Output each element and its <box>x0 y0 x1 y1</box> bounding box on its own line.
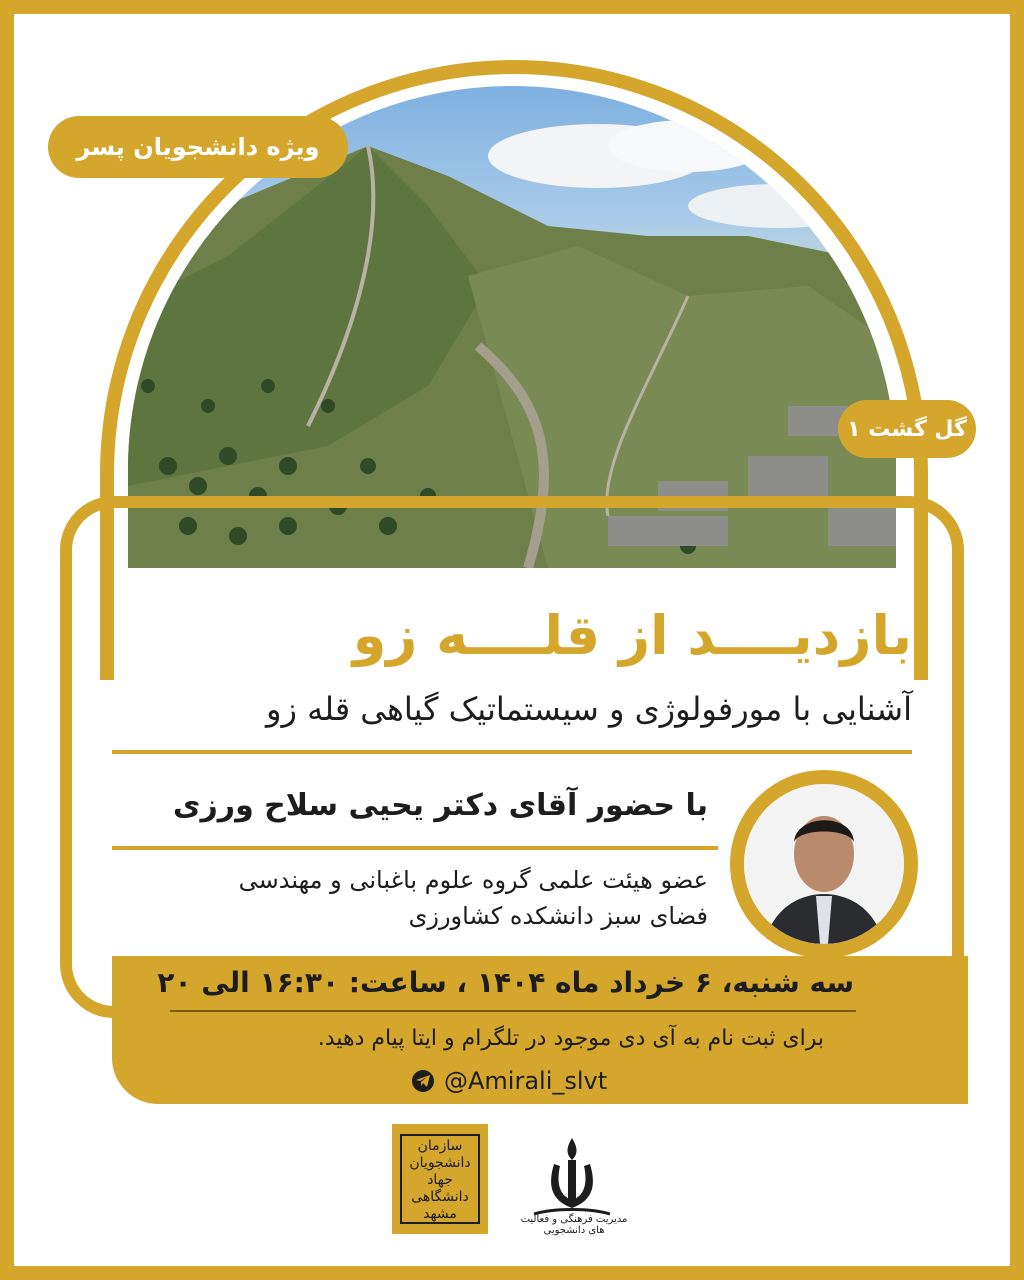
event-title: بازدیــــد از قلــــه زو <box>352 604 912 667</box>
divider <box>112 750 912 754</box>
speaker-name: با حضور آقای دکتر یحیی سلاح ورزی <box>173 788 708 823</box>
registration-note: برای ثبت نام به آی دی موجود در تلگرام و ایتا پیام دهید. <box>317 1026 824 1051</box>
jahad-logo-text: سازمان دانشجویان جهاد دانشگاهی مشهد <box>400 1134 480 1224</box>
audience-badge: ویژه دانشجویان پسر <box>48 116 348 178</box>
speaker-role-line1: عضو هیئت علمی گروه علوم باغبانی و مهندسی <box>238 866 708 894</box>
contact-handle[interactable]: @Amirali_slvt <box>444 1067 608 1095</box>
university-logo-caption: مدیریت فرهنگی و فعالیت های دانشجویی <box>520 1214 628 1236</box>
event-subtitle: آشنایی با مورفولوژی و سیستماتیک گیاهی قله زو <box>266 690 912 728</box>
contact[interactable] <box>412 1064 607 1098</box>
event-datetime: سه شنبه، ۶ خرداد ماه ۱۴۰۴ ، ساعت: ۱۶:۳۰ الی ۲۰ <box>157 966 854 999</box>
divider <box>170 1010 856 1012</box>
telegram-icon <box>412 1070 434 1092</box>
jahad-logo <box>392 1124 488 1234</box>
speaker-role-line2: فضای سبز دانشکده کشاورزی <box>408 902 708 930</box>
divider <box>112 846 718 850</box>
tour-badge: گل گشت ۱ <box>838 400 976 458</box>
speaker-avatar <box>744 784 904 944</box>
speaker-role <box>108 862 708 934</box>
